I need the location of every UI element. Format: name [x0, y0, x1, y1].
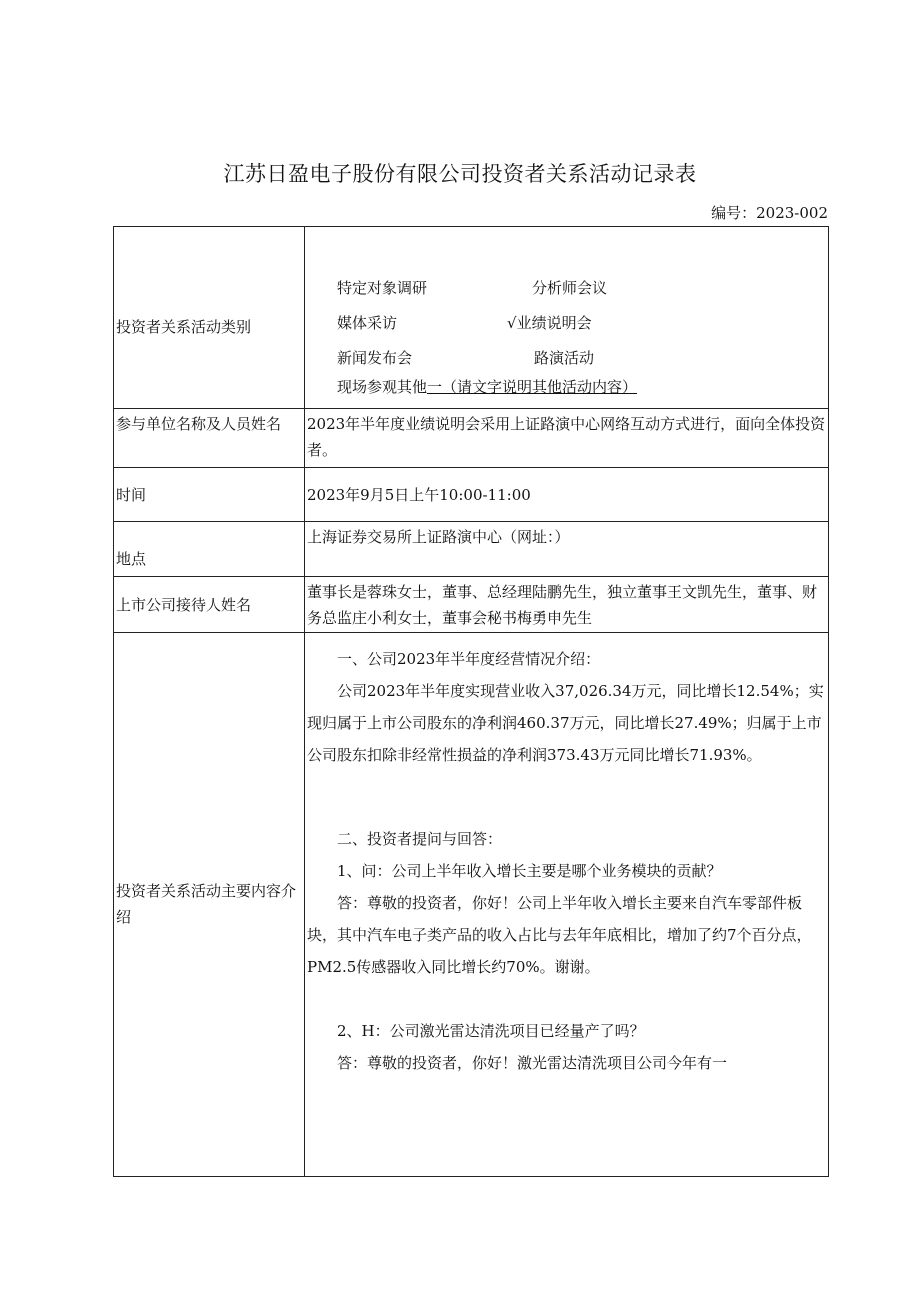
page-title: 江苏日盈电子股份有限公司投资者关系活动记录表 [223, 162, 697, 186]
investor-relations-record-table [113, 226, 829, 1177]
section1-body: 公司2023年半年度实现营业收入37,026.34万元，同比增长12.54%；实现归属于上市公司股东的净利润460.37万元，同比增长27.49%；归属于上市公司股东扣除非经常性损益的净利润373.43万元同比增长71.93%。 [307, 682, 824, 764]
participants-value: 2023年半年度业绩说明会采用上证路演中心网络互动方式进行，面向全体投资者。 [305, 409, 829, 468]
section1-heading: 一、公司2023年半年度经营情况介绍： [337, 650, 601, 668]
option-media-interview: 媒体采访 [337, 314, 398, 332]
time-value: 2023年9月5日上午10:00-11:00 [305, 468, 829, 522]
activity-type-label: 投资者关系活动类别 [114, 227, 305, 409]
activity-type-options [305, 227, 829, 409]
option-special-research: 特定对象调研 [337, 279, 428, 297]
location-value: 上海证券交易所上证路演中心（网址：） [305, 522, 829, 577]
location-label: 地点 [114, 522, 305, 577]
question-2: 2、H：公司激光雷达清洗项目已经量产了吗？ [337, 1022, 645, 1040]
row-time [114, 468, 829, 522]
option-analyst-meeting: 分析师会议 [532, 279, 608, 297]
section2-heading: 二、投资者提问与回答： [337, 830, 503, 848]
option-site-visit-other: 现场参观其他 [337, 378, 428, 396]
checkmark-icon: √ [507, 314, 517, 332]
row-receptionists [114, 577, 829, 633]
main-content-body [305, 633, 829, 1177]
participants-label: 参与单位名称及人员姓名 [114, 409, 305, 468]
time-label: 时间 [114, 468, 305, 522]
answer-2: 答：尊敬的投资者，你好！激光雷达清洗项目公司今年有一 [337, 1054, 728, 1072]
option-results-briefing: 业绩说明会 [516, 314, 592, 332]
receptionists-label: 上市公司接待人姓名 [114, 577, 305, 633]
option-roadshow: 路演活动 [534, 349, 595, 367]
question-1: 1、问：公司上半年收入增长主要是哪个业务模块的贡献？ [337, 862, 722, 880]
receptionists-value: 董事长是蓉珠女士，董事、总经理陆鹏先生，独立董事王文凯先生，董事、财务总监庄小利女士，董事会秘书梅勇申先生 [305, 577, 829, 633]
document-serial-number: 编号：2023-002 [711, 204, 828, 222]
row-activity-type [114, 227, 829, 409]
row-participants [114, 409, 829, 468]
row-main-content [114, 633, 829, 1177]
answer-1: 答：尊敬的投资者，你好！公司上半年收入增长主要来自汽车零部件板块，其中汽车电子类产品的收入占比与去年年底相比，增加了约7个百分点，PM2.5传感器收入同比增长约70%。谢谢。 [307, 894, 812, 976]
option-press-conference: 新闻发布会 [337, 349, 413, 367]
main-content-label: 投资者关系活动主要内容介绍 [114, 633, 305, 1177]
row-location [114, 522, 829, 577]
option-other-note: 一（请文字说明其他活动内容） [427, 378, 638, 396]
